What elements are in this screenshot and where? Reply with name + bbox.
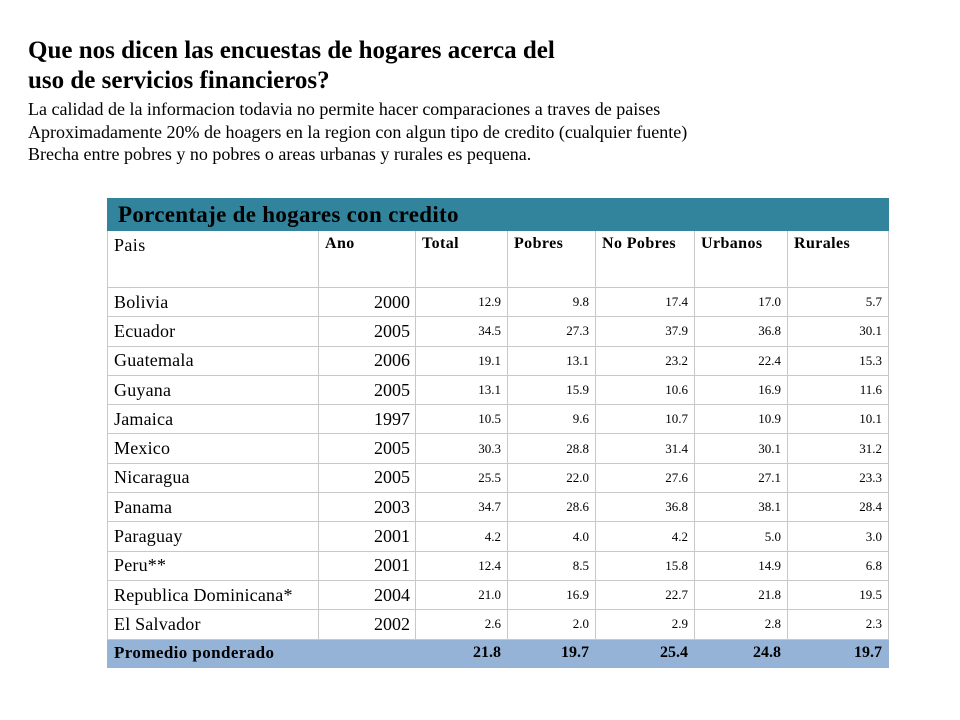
column-header-ano: Ano — [319, 231, 416, 288]
cell-urbanos: 30.1 — [695, 434, 788, 463]
cell-total: 2.6 — [416, 610, 508, 639]
cell-year: 2005 — [319, 317, 416, 346]
cell-pobres: 22.0 — [508, 463, 596, 492]
cell-pobres: 28.8 — [508, 434, 596, 463]
bullet-text: Aproximadamente 20% de hoagers en la region con algun tipo de credito (cualquier fuente) — [28, 121, 688, 142]
cell-total: 12.9 — [416, 288, 508, 317]
cell-pobres: 28.6 — [508, 493, 596, 522]
slide-title-line-2: uso de servicios financieros? — [28, 67, 330, 94]
table-row — [108, 288, 889, 317]
cell-urbanos: 5.0 — [695, 522, 788, 551]
cell-no-pobres: 10.7 — [596, 405, 695, 434]
cell-pobres: 4.0 — [508, 522, 596, 551]
table-row — [108, 346, 889, 375]
cell-total: 25.5 — [416, 463, 508, 492]
cell-country: Ecuador — [108, 317, 319, 346]
cell-no-pobres: 17.4 — [596, 288, 695, 317]
cell-rurales: 15.3 — [788, 346, 889, 375]
table-title: Porcentaje de hogares con credito — [108, 199, 889, 231]
cell-total: 21.0 — [416, 580, 508, 609]
cell-year: 2001 — [319, 522, 416, 551]
cell-year: 2002 — [319, 610, 416, 639]
cell-pobres: 8.5 — [508, 551, 596, 580]
bullet-list — [28, 98, 938, 166]
cell-total: 21.8 — [416, 639, 508, 667]
table-row — [108, 493, 889, 522]
cell-no-pobres: 2.9 — [596, 610, 695, 639]
cell-country: Paraguay — [108, 522, 319, 551]
cell-rurales: 23.3 — [788, 463, 889, 492]
cell-urbanos: 17.0 — [695, 288, 788, 317]
cell-no-pobres: 37.9 — [596, 317, 695, 346]
cell-pobres: 16.9 — [508, 580, 596, 609]
cell-urbanos: 36.8 — [695, 317, 788, 346]
cell-rurales: 10.1 — [788, 405, 889, 434]
slide-heading — [28, 36, 938, 166]
cell-rurales: 6.8 — [788, 551, 889, 580]
cell-pobres: 2.0 — [508, 610, 596, 639]
cell-rurales: 19.5 — [788, 580, 889, 609]
cell-year: 2005 — [319, 463, 416, 492]
cell-year: 2000 — [319, 288, 416, 317]
column-header-total: Total — [416, 231, 508, 288]
cell-no-pobres: 36.8 — [596, 493, 695, 522]
cell-country: El Salvador — [108, 610, 319, 639]
cell-total: 13.1 — [416, 375, 508, 404]
cell-urbanos: 21.8 — [695, 580, 788, 609]
cell-urbanos: 2.8 — [695, 610, 788, 639]
cell-rurales: 31.2 — [788, 434, 889, 463]
column-header-pobres: Pobres — [508, 231, 596, 288]
cell-no-pobres: 15.8 — [596, 551, 695, 580]
cell-country: Bolivia — [108, 288, 319, 317]
slide-title-line-1: Que nos dicen las encuestas de hogares acerca del — [28, 37, 555, 64]
cell-rurales: 3.0 — [788, 522, 889, 551]
cell-country: Guatemala — [108, 346, 319, 375]
cell-rurales: 30.1 — [788, 317, 889, 346]
cell-no-pobres: 10.6 — [596, 375, 695, 404]
cell-total: 34.7 — [416, 493, 508, 522]
credit-table — [107, 198, 889, 668]
cell-total: 19.1 — [416, 346, 508, 375]
weighted-average-label: Promedio ponderado — [108, 639, 416, 667]
cell-no-pobres: 31.4 — [596, 434, 695, 463]
cell-country: Mexico — [108, 434, 319, 463]
cell-year: 2001 — [319, 551, 416, 580]
cell-country: Panama — [108, 493, 319, 522]
cell-urbanos: 14.9 — [695, 551, 788, 580]
table-row — [108, 405, 889, 434]
cell-year: 2004 — [319, 580, 416, 609]
table-row — [108, 434, 889, 463]
table-row — [108, 551, 889, 580]
cell-country: Nicaragua — [108, 463, 319, 492]
cell-total: 12.4 — [416, 551, 508, 580]
cell-year: 2003 — [319, 493, 416, 522]
cell-country: Republica Dominicana* — [108, 580, 319, 609]
cell-total: 10.5 — [416, 405, 508, 434]
cell-pobres: 13.1 — [508, 346, 596, 375]
cell-year: 2005 — [319, 434, 416, 463]
cell-no-pobres: 22.7 — [596, 580, 695, 609]
column-header-no-pobres: No Pobres — [596, 231, 695, 288]
cell-pobres: 19.7 — [508, 639, 596, 667]
cell-no-pobres: 25.4 — [596, 639, 695, 667]
cell-pobres: 9.8 — [508, 288, 596, 317]
cell-pobres: 9.6 — [508, 405, 596, 434]
table-row — [108, 375, 889, 404]
table-row — [108, 522, 889, 551]
cell-urbanos: 22.4 — [695, 346, 788, 375]
cell-pobres: 15.9 — [508, 375, 596, 404]
cell-rurales: 11.6 — [788, 375, 889, 404]
bullet-text: La calidad de la informacion todavia no permite hacer comparaciones a traves de paises — [28, 99, 661, 119]
table-row — [108, 317, 889, 346]
bullet-text: Brecha entre pobres y no pobres o areas urbanas y rurales es pequena. — [28, 144, 532, 164]
table-row — [108, 580, 889, 609]
cell-total: 30.3 — [416, 434, 508, 463]
cell-total: 34.5 — [416, 317, 508, 346]
column-header-pais: Pais — [108, 231, 319, 288]
cell-urbanos: 38.1 — [695, 493, 788, 522]
cell-total: 4.2 — [416, 522, 508, 551]
cell-rurales: 2.3 — [788, 610, 889, 639]
cell-year: 2005 — [319, 375, 416, 404]
cell-rurales: 28.4 — [788, 493, 889, 522]
table-header-row — [108, 231, 889, 288]
table-title-band — [108, 199, 889, 231]
cell-no-pobres: 4.2 — [596, 522, 695, 551]
cell-country: Jamaica — [108, 405, 319, 434]
cell-rurales: 5.7 — [788, 288, 889, 317]
cell-no-pobres: 27.6 — [596, 463, 695, 492]
cell-pobres: 27.3 — [508, 317, 596, 346]
cell-country: Peru** — [108, 551, 319, 580]
cell-urbanos: 24.8 — [695, 639, 788, 667]
cell-urbanos: 16.9 — [695, 375, 788, 404]
cell-rurales: 19.7 — [788, 639, 889, 667]
table-row — [108, 463, 889, 492]
cell-country: Guyana — [108, 375, 319, 404]
cell-year: 2006 — [319, 346, 416, 375]
table-row — [108, 610, 889, 639]
cell-year: 1997 — [319, 405, 416, 434]
cell-urbanos: 27.1 — [695, 463, 788, 492]
cell-urbanos: 10.9 — [695, 405, 788, 434]
cell-no-pobres: 23.2 — [596, 346, 695, 375]
weighted-average-row — [108, 639, 889, 667]
column-header-rurales: Rurales — [788, 231, 889, 288]
column-header-urbanos: Urbanos — [695, 231, 788, 288]
